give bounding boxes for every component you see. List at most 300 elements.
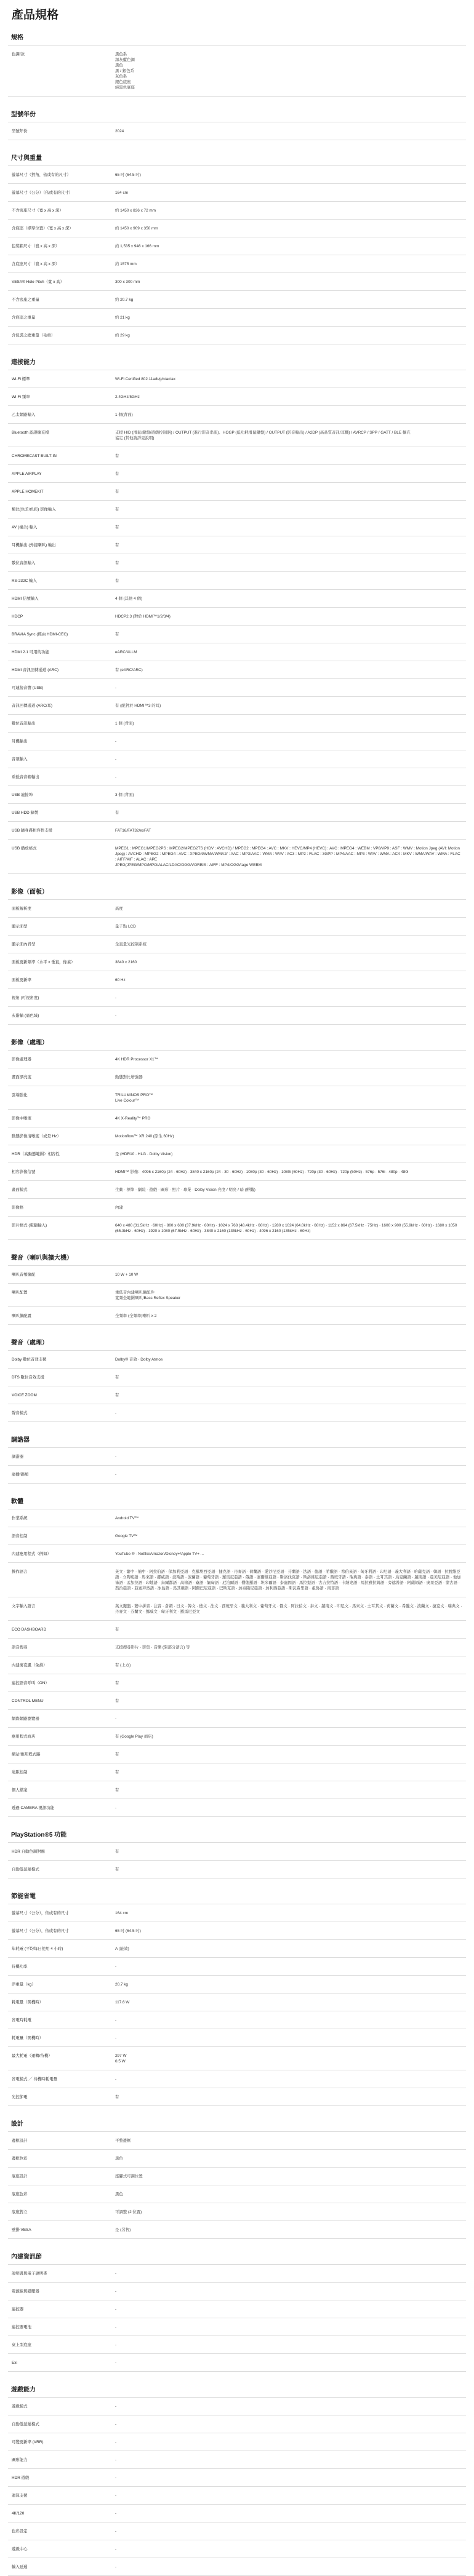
spec-row	[8, 2415, 466, 2433]
spec-value-line: 黑色系	[115, 52, 127, 57]
spec-label: 音頻輸入	[8, 750, 111, 768]
spec-label: 光控節電	[8, 2088, 111, 2106]
spec-value	[111, 1110, 466, 1127]
spec-value-line: 3840 x 2160	[115, 960, 137, 964]
spec-value-line: 有	[115, 1867, 119, 1872]
spec-value-line: -	[115, 2036, 117, 2040]
spec-value-line: 有	[115, 2095, 119, 2099]
spec-value	[111, 1843, 466, 1861]
spec-row	[8, 327, 466, 344]
spec-value	[111, 1545, 466, 1563]
spec-value	[111, 406, 466, 424]
spec-label: 遠距控制	[8, 1763, 111, 1781]
spec-value	[111, 1163, 466, 1181]
spec-row	[8, 1307, 466, 1325]
spec-value	[111, 2221, 466, 2239]
spec-table	[8, 2264, 466, 2372]
spec-value	[111, 643, 466, 661]
spec-value	[111, 46, 466, 97]
spec-label: 影片格式 (電腦輸入)	[8, 1217, 111, 1240]
spec-row	[8, 519, 466, 536]
spec-value-line: 黑色	[115, 2157, 123, 2161]
spec-page	[8, 0, 466, 2576]
spec-row	[8, 273, 466, 291]
spec-row	[8, 1127, 466, 1145]
spec-value-line: -	[115, 2565, 117, 2569]
spec-row	[8, 483, 466, 501]
section-title: 設計	[11, 2121, 23, 2128]
spec-label: DTS 數位音效支援	[8, 1369, 111, 1386]
spec-row	[8, 1386, 466, 1404]
spec-value-line: 約 1450 x 836 x 72 mm	[115, 209, 156, 213]
spec-row	[8, 2132, 466, 2150]
spec-section	[8, 1492, 466, 1817]
spec-value-line: 10 W + 10 W	[115, 1273, 139, 1277]
spec-value-line: 平整邊框	[115, 2139, 131, 2143]
spec-table	[8, 1904, 466, 2106]
spec-value-line: 4 個 (其他 4 個)	[115, 597, 143, 601]
spec-value	[111, 1940, 466, 1958]
spec-value-line: 寬頻全範圍喇叭/Bass Reflex Speaker	[115, 1296, 181, 1300]
spec-row	[8, 447, 466, 465]
spec-row	[8, 971, 466, 989]
spec-value-line: 純黑色底座	[115, 85, 135, 90]
spec-value	[111, 2203, 466, 2221]
spec-value-line: 有	[115, 1752, 119, 1757]
spec-value	[111, 2433, 466, 2451]
spec-label: 喇叭擴配置	[8, 1307, 111, 1325]
spec-value	[111, 1466, 466, 1484]
spec-value	[111, 1527, 466, 1545]
spec-row	[8, 1597, 466, 1621]
spec-table	[8, 1447, 466, 1484]
spec-value-line: 有	[115, 579, 119, 583]
spec-row	[8, 679, 466, 697]
spec-label: HDCP	[8, 608, 111, 626]
spec-label: 含底座（標準位置）（寬 x 高 x 深）	[8, 220, 111, 237]
spec-row	[8, 1904, 466, 1922]
spec-label: 喇叭配置	[8, 1284, 111, 1307]
spec-label: 數位音訊輸入	[8, 554, 111, 572]
spec-row	[8, 220, 466, 237]
spec-value-line: YouTube ® · Netflix/Amazon/Disney+/Apple TV+ ...	[115, 1552, 204, 1556]
spec-row	[8, 1007, 466, 1025]
spec-value-line: 支援搜尋影片 · 影集 · 音樂 (限部分語言) 等	[115, 1645, 190, 1650]
spec-label: 遙控器	[8, 2300, 111, 2318]
spec-value-line: 約 20.7 kg	[115, 298, 134, 302]
spec-label: 網際網路瀏覽器	[8, 1710, 111, 1728]
spec-value	[111, 1904, 466, 1922]
spec-row	[8, 237, 466, 255]
spec-value-line: 有	[115, 1393, 119, 1397]
section-title: 軟體	[11, 1498, 23, 1505]
spec-value	[111, 1386, 466, 1404]
spec-label: 含底座尺寸（寬 x 高 x 深）	[8, 255, 111, 273]
spec-value	[111, 2540, 466, 2558]
spec-row	[8, 122, 466, 140]
spec-row	[8, 1692, 466, 1710]
spec-value	[111, 768, 466, 786]
spec-value	[111, 1266, 466, 1284]
spec-row	[8, 2070, 466, 2088]
spec-value-line: 有	[115, 490, 119, 494]
spec-value	[111, 1994, 466, 2011]
spec-value	[111, 519, 466, 536]
spec-row	[8, 1843, 466, 1861]
spec-table	[8, 1265, 466, 1325]
spec-row	[8, 1509, 466, 1527]
spec-label: 影像處理器	[8, 1051, 111, 1068]
spec-row	[8, 1110, 466, 1127]
spec-label: 年耗電 (平均每日使用 4 小時)	[8, 1940, 111, 1958]
spec-value	[111, 1656, 466, 1674]
spec-value-line: 有 (配對於 HDMI™3 的耳)	[115, 704, 161, 708]
section-title: 聲音（處理）	[11, 1340, 48, 1346]
spec-label: 雲端強化	[8, 1086, 111, 1110]
spec-row	[8, 1922, 466, 1940]
spec-value-line: 約 21 kg	[115, 316, 130, 320]
spec-value-line: 1 個 (背面)	[115, 722, 134, 726]
spec-table	[8, 122, 466, 140]
spec-row	[8, 1656, 466, 1674]
spec-row	[8, 1639, 466, 1656]
spec-label: VESA® Hole Pitch（寬 x 高）	[8, 273, 111, 291]
spec-label: HDMI 2.1 可用的功能	[8, 643, 111, 661]
spec-value	[111, 1976, 466, 1994]
spec-label: 耳機輸出	[8, 733, 111, 750]
spec-row	[8, 2029, 466, 2047]
spec-value	[111, 465, 466, 483]
spec-row	[8, 590, 466, 608]
spec-row	[8, 465, 466, 483]
spec-value	[111, 918, 466, 936]
spec-value	[111, 424, 466, 447]
spec-value	[111, 2558, 466, 2576]
spec-row	[8, 2168, 466, 2185]
spec-label: 畫面漂亮度	[8, 1068, 111, 1086]
spec-value-line: 65 吋 (64.5 吋)	[115, 173, 141, 177]
spec-label: 作業系統	[8, 1509, 111, 1527]
spec-label: Exi	[8, 2354, 111, 2372]
spec-label: 壁掛 VESA	[8, 2221, 111, 2239]
spec-value-line: 內建	[115, 1206, 123, 1210]
spec-row	[8, 1621, 466, 1639]
spec-section	[8, 1431, 466, 1484]
spec-value-line: -	[115, 2511, 117, 2516]
spec-row	[8, 786, 466, 804]
spec-section	[8, 1334, 466, 1422]
spec-row	[8, 1448, 466, 1466]
spec-value-line: TRILUMINOS PRO™	[115, 1093, 153, 1097]
spec-row	[8, 1994, 466, 2011]
spec-value-line: FAT16/FAT32/exFAT	[115, 829, 151, 833]
spec-row	[8, 1051, 466, 1068]
spec-value	[111, 1127, 466, 1145]
spec-value	[111, 1692, 466, 1710]
spec-value	[111, 971, 466, 989]
spec-row	[8, 1763, 466, 1781]
spec-label: 耗電量（開機時）	[8, 2029, 111, 2047]
spec-row	[8, 46, 466, 97]
spec-label: 面板更新頻率（水平 x 垂直，像素）	[8, 953, 111, 971]
section-title: 尺寸與重量	[11, 155, 42, 162]
spec-value	[111, 2398, 466, 2415]
spec-value	[111, 2487, 466, 2505]
spec-row	[8, 733, 466, 750]
spec-row	[8, 2011, 466, 2029]
spec-label: 乙太網路輸入	[8, 406, 111, 424]
spec-label: 圖形能力	[8, 2451, 111, 2469]
spec-value-line: -	[115, 1806, 117, 1810]
spec-value-line: 有	[115, 1788, 119, 1792]
spec-value	[111, 2336, 466, 2354]
spec-value-line: 有	[115, 561, 119, 565]
spec-value-line: eARC/ALLM	[115, 650, 137, 654]
spec-value	[111, 2283, 466, 2300]
spec-row	[8, 1284, 466, 1307]
spec-value	[111, 1199, 466, 1217]
spec-row	[8, 626, 466, 643]
spec-label: 透過 CAMERA 視訊功能	[8, 1799, 111, 1817]
spec-value-line: Wi-Fi Certified 802.11a/b/g/n/ac/ax	[115, 377, 175, 381]
spec-row	[8, 2354, 466, 2372]
spec-row	[8, 2451, 466, 2469]
spec-row	[8, 1545, 466, 1563]
spec-label: Wi-Fi 標準	[8, 370, 111, 388]
section-title: 影像（處理）	[11, 1040, 48, 1046]
spec-value-line: -	[115, 1455, 117, 1459]
spec-value-line: HDCP2.3 (對於 HDMI™1/2/3/4)	[115, 614, 171, 619]
spec-label: Bluetooth 認證擴充檔	[8, 424, 111, 447]
spec-value	[111, 1922, 466, 1940]
spec-value	[111, 2451, 466, 2469]
spec-row	[8, 840, 466, 874]
spec-value-line: -	[115, 2361, 117, 2365]
spec-label: 色彩設定	[8, 2522, 111, 2540]
spec-label: BRAVIA Sync (經由 HDMI-CEC)	[8, 626, 111, 643]
spec-label: 待機功率	[8, 1958, 111, 1976]
spec-label: 視角 (可視角度)	[8, 989, 111, 1007]
spec-label: 應用程式商店	[8, 1728, 111, 1746]
spec-value	[111, 1448, 466, 1466]
spec-value	[111, 309, 466, 327]
spec-label: 邊框色彩	[8, 2150, 111, 2168]
spec-row	[8, 1674, 466, 1692]
spec-row	[8, 1746, 466, 1763]
spec-row	[8, 936, 466, 953]
spec-table	[8, 2131, 466, 2239]
spec-value	[111, 953, 466, 971]
spec-value	[111, 1509, 466, 1527]
page-title: 產品規格	[12, 9, 59, 22]
spec-row	[8, 2505, 466, 2522]
spec-label: 自動低延遲模式	[8, 1861, 111, 1878]
section-title: 調諧器	[11, 1437, 30, 1444]
spec-label: 底座色彩	[8, 2185, 111, 2203]
spec-value	[111, 2168, 466, 2185]
spec-value-line: 640 x 480 (31.5kHz · 60Hz) · 800 x 600 (37.9kHz · 60Hz) · 1024 x 768 (48.4kHz · 60Hz) · 1280 x 1024 (64.0kHz · 60Hz) · 1152 x 864 (67.5kHz · 75Hz) · 1600 x 900 (55.9kHz · 60Hz) · 1680 x 1050 (65.3kHz · 60Hz) · 1920 x 1080 (67.5kHz · 60Hz) · 3840 x 2160 (135kHz · 60Hz) · 4096 x 2160 (135kHz · 60Hz)	[115, 1223, 457, 1233]
spec-row	[8, 2150, 466, 2168]
spec-value	[111, 697, 466, 715]
section-title: 連接能力	[11, 359, 36, 366]
spec-value	[111, 989, 466, 1007]
spec-value-line: 動態對比增強器	[115, 1075, 143, 1079]
spec-label: 省電時耗電	[8, 2011, 111, 2029]
spec-label: 底座設計	[8, 2168, 111, 2185]
spec-value	[111, 2505, 466, 2522]
spec-value	[111, 327, 466, 344]
spec-row	[8, 643, 466, 661]
spec-row	[8, 1351, 466, 1369]
spec-label: 內建麥克風（免持）	[8, 1656, 111, 1674]
spec-table	[8, 1509, 466, 1817]
spec-label: 不含底座之重量	[8, 291, 111, 309]
spec-value-line: -	[115, 739, 117, 744]
spec-section	[8, 353, 466, 874]
spec-row	[8, 202, 466, 220]
spec-label: 遙控語音呼叫（ON）	[8, 1674, 111, 1692]
spec-label: 面板更新率	[8, 971, 111, 989]
spec-label: 含包裝之總重量（毛重）	[8, 327, 111, 344]
spec-label: 類比(色差/色彩) 影像輸入	[8, 501, 111, 519]
spec-row	[8, 1781, 466, 1799]
spec-value	[111, 1639, 466, 1656]
spec-label: CHROMECAST BUILT-IN	[8, 447, 111, 465]
spec-value	[111, 1086, 466, 1110]
spec-value	[111, 370, 466, 388]
spec-value	[111, 2011, 466, 2029]
spec-row	[8, 2221, 466, 2239]
spec-value	[111, 273, 466, 291]
spec-value	[111, 1621, 466, 1639]
spec-value	[111, 1051, 466, 1068]
spec-row	[8, 406, 466, 424]
spec-value-line: 有 (Google Play 商店)	[115, 1735, 153, 1739]
spec-row	[8, 715, 466, 733]
spec-label: 電源線與變壓器	[8, 2283, 111, 2300]
spec-value	[111, 501, 466, 519]
spec-row	[8, 1163, 466, 1181]
spec-value-line: -	[115, 996, 117, 1000]
spec-label: 螢幕尺寸（對角，依或有的尺寸）	[8, 166, 111, 184]
spec-value	[111, 1217, 466, 1240]
spec-value-line: 有	[115, 811, 119, 815]
spec-value-line: 黑色	[115, 2192, 123, 2196]
spec-row	[8, 2469, 466, 2487]
section-title: 內建資訊節	[11, 2254, 42, 2260]
spec-label: Wi-Fi 頻率	[8, 388, 111, 406]
spec-sections	[8, 28, 466, 2576]
spec-value-line: -	[115, 2272, 117, 2276]
spec-value	[111, 237, 466, 255]
spec-value	[111, 1068, 466, 1086]
spec-value	[111, 388, 466, 406]
spec-value-line: -	[115, 2547, 117, 2551]
spec-value	[111, 2318, 466, 2336]
spec-label: 包裝箱尺寸（寬 x 高 x 深）	[8, 237, 111, 255]
spec-row	[8, 2398, 466, 2415]
spec-label: 內建應用程式（例如）	[8, 1545, 111, 1563]
spec-label: 遊戲模式	[8, 2398, 111, 2415]
spec-row	[8, 1799, 466, 1817]
spec-value-line: Live Colour™	[115, 1099, 139, 1103]
spec-value-line: 2.4GHz/5GHz	[115, 395, 140, 399]
spec-row	[8, 1563, 466, 1597]
spec-value	[111, 483, 466, 501]
spec-value-line: 65 吋 (64.5 吋)	[115, 1929, 141, 1933]
spec-value-line: 2024	[115, 129, 124, 133]
spec-row	[8, 2047, 466, 2070]
spec-value	[111, 626, 466, 643]
spec-value-line: -	[115, 1473, 117, 1477]
spec-label: 顯示面型	[8, 918, 111, 936]
spec-section	[8, 149, 466, 344]
spec-section	[8, 1249, 466, 1325]
spec-value-line: 是 (另售)	[115, 2228, 131, 2232]
spec-row	[8, 2540, 466, 2558]
spec-value-line: 有	[115, 525, 119, 530]
spec-value-line: -	[115, 2325, 117, 2329]
spec-row	[8, 918, 466, 936]
spec-value-line: Google TV™	[115, 1534, 138, 1538]
spec-label: 個人檔案	[8, 1781, 111, 1799]
spec-value	[111, 1145, 466, 1163]
spec-value	[111, 786, 466, 804]
spec-value-line: 4K X-Reality™ PRO	[115, 1116, 151, 1121]
spec-row	[8, 370, 466, 388]
spec-value-line: -	[115, 1014, 117, 1018]
spec-label: 淨重量（kg）	[8, 1976, 111, 1994]
spec-label: 含底座之重量	[8, 309, 111, 327]
spec-value-line: 有	[115, 472, 119, 476]
spec-value	[111, 1781, 466, 1799]
spec-value-line: 重低音內建喇叭擴配件	[115, 1290, 155, 1295]
spec-value	[111, 750, 466, 768]
spec-label: 說明書與電子說明書	[8, 2265, 111, 2283]
spec-value-line: 深灰藍色調	[115, 58, 135, 62]
spec-label: APPLE AIRPLAY	[8, 465, 111, 483]
spec-row	[8, 1217, 466, 1240]
spec-label: 動態影像清晰度（或是 Hz）	[8, 1127, 111, 1145]
spec-label: 運算支援	[8, 2487, 111, 2505]
spec-table	[8, 1050, 466, 1240]
spec-label: 面板解析度	[8, 900, 111, 918]
spec-value	[111, 572, 466, 590]
spec-value-line: 英文鍵盤 · 繁中拼音 · 注音 · 倉頡 · 日文 · 韓文 · 德文 · 法文 · 西班牙文 · 義大利文 · 葡萄牙文 · 俄文 · 阿拉伯文 · 泰文 · 越南文 · 印尼文 · 馬來文 · 土耳其文 · 荷蘭文 · 希臘文 · 波蘭文 · 捷克文 · 瑞典文 · 丹麥文 · 芬蘭文 · 挪威文 · 匈牙利文 · 羅馬尼亞文	[115, 1604, 462, 1614]
spec-value	[111, 590, 466, 608]
spec-value	[111, 1746, 466, 1763]
spec-row	[8, 1404, 466, 1422]
spec-value	[111, 1307, 466, 1325]
spec-value-line: 有 (上方)	[115, 1663, 131, 1668]
spec-value	[111, 733, 466, 750]
spec-value-line: 約 29 kg	[115, 333, 130, 338]
spec-label: 可連接音響 (USB)	[8, 679, 111, 697]
spec-label: 不含底座尺寸（寬 x 高 x 深）	[8, 202, 111, 220]
spec-value-line: JPEG(JPEG/MPO/MPO/ALAC/LDAC/OGG/VORBIS : AIFF : MP4/OGG/tage WEBM	[115, 863, 262, 867]
spec-value	[111, 1007, 466, 1025]
spec-value	[111, 2047, 466, 2070]
spec-label: 遙控器電池	[8, 2318, 111, 2336]
spec-value-line: 有	[115, 1770, 119, 1775]
spec-value-line: -	[115, 757, 117, 761]
spec-value-line: 164 cm	[115, 1911, 128, 1915]
spec-label: 最大耗電（運轉/待機）	[8, 2047, 111, 2070]
spec-row	[8, 1068, 466, 1086]
spec-value	[111, 2415, 466, 2433]
spec-value	[111, 1404, 466, 1422]
spec-value-line: 300 x 300 mm	[115, 280, 140, 284]
